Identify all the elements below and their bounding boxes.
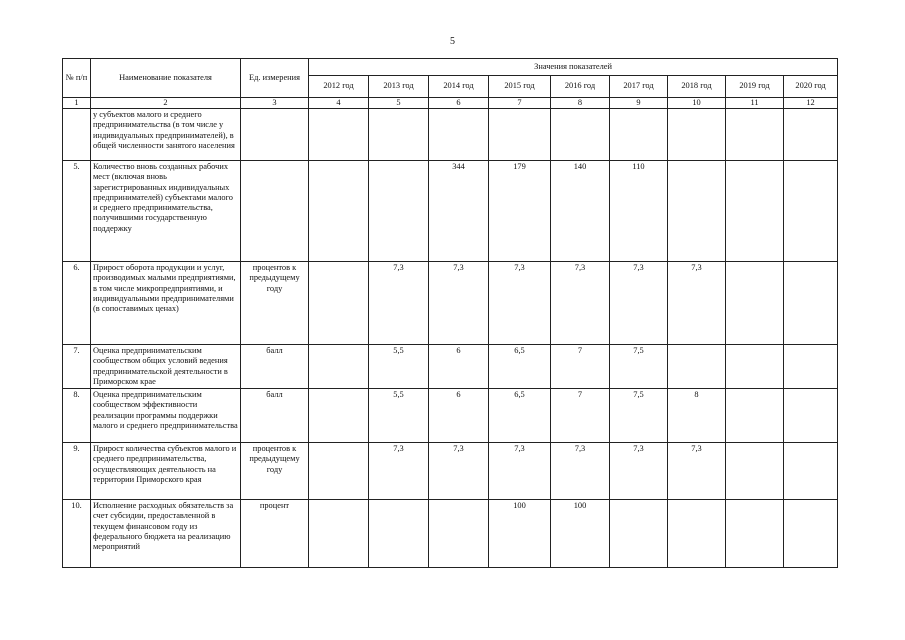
value-cell: 7,3	[551, 262, 610, 345]
value-cell: 7,3	[668, 443, 726, 500]
value-cell: 6	[429, 389, 489, 443]
column-number: 8	[551, 98, 610, 109]
header-year: 2013 год	[369, 76, 429, 98]
value-cell: 7,5	[610, 389, 668, 443]
indicator-name-cell: у субъектов малого и среднего предпринимательства (в том числе у индивидуальных предпринимателей), в общей численности занятого населения	[91, 109, 241, 161]
row-number-cell: 8.	[63, 389, 91, 443]
value-cell: 7,3	[369, 262, 429, 345]
column-number: 9	[610, 98, 668, 109]
unit-cell: процентов к предыдущему году	[241, 262, 309, 345]
indicator-name-cell: Оценка предпринимательским сообществом эффективности реализации программы поддержки малого и среднего предпринимательства	[91, 389, 241, 443]
value-cell: 7,3	[668, 262, 726, 345]
column-number: 12	[784, 98, 838, 109]
indicators-table	[62, 58, 838, 568]
value-cell	[309, 389, 369, 443]
value-cell	[309, 262, 369, 345]
header-values-group: Значения показателей	[309, 59, 838, 76]
table-row	[63, 109, 838, 161]
value-cell	[784, 345, 838, 389]
table-row	[63, 389, 838, 443]
value-cell: 6	[429, 345, 489, 389]
value-cell: 5,5	[369, 345, 429, 389]
value-cell: 8	[668, 389, 726, 443]
value-cell	[551, 109, 610, 161]
table-row	[63, 500, 838, 568]
column-number: 4	[309, 98, 369, 109]
row-number-cell: 5.	[63, 161, 91, 262]
value-cell	[309, 161, 369, 262]
value-cell	[726, 161, 784, 262]
row-number-cell: 7.	[63, 345, 91, 389]
header-year: 2012 год	[309, 76, 369, 98]
value-cell	[668, 500, 726, 568]
value-cell: 7,3	[610, 443, 668, 500]
indicator-name-cell: Оценка предпринимательским сообществом общих условий ведения предпринимательской деятельности в Приморском крае	[91, 345, 241, 389]
value-cell	[610, 500, 668, 568]
value-cell: 7,3	[429, 262, 489, 345]
header-name: Наименование показателя	[91, 59, 241, 98]
value-cell	[309, 345, 369, 389]
page-number: 5	[450, 36, 455, 47]
unit-cell: процент	[241, 500, 309, 568]
unit-cell: балл	[241, 345, 309, 389]
column-number: 3	[241, 98, 309, 109]
value-cell	[784, 161, 838, 262]
value-cell	[726, 109, 784, 161]
value-cell	[726, 262, 784, 345]
indicator-name-cell: Прирост количества субъектов малого и среднего предпринимательства, осуществляющих деятельность на территории Приморского края	[91, 443, 241, 500]
value-cell	[784, 109, 838, 161]
value-cell	[784, 262, 838, 345]
value-cell	[369, 500, 429, 568]
value-cell	[726, 345, 784, 389]
indicator-name-cell: Исполнение расходных обязательств за счет субсидии, предоставленной в текущем финансовом году из федерального бюджета на реализацию мероприятий	[91, 500, 241, 568]
value-cell	[309, 109, 369, 161]
value-cell: 7	[551, 389, 610, 443]
value-cell: 6,5	[489, 389, 551, 443]
header-year: 2016 год	[551, 76, 610, 98]
value-cell: 100	[551, 500, 610, 568]
unit-cell	[241, 109, 309, 161]
value-cell: 7	[551, 345, 610, 389]
value-cell: 110	[610, 161, 668, 262]
value-cell: 7,5	[610, 345, 668, 389]
header-year: 2018 год	[668, 76, 726, 98]
column-number: 2	[91, 98, 241, 109]
value-cell	[369, 161, 429, 262]
table-row	[63, 262, 838, 345]
column-number: 7	[489, 98, 551, 109]
row-number-cell: 6.	[63, 262, 91, 345]
unit-cell: процентов к предыдущему году	[241, 443, 309, 500]
value-cell	[726, 500, 784, 568]
table-row	[63, 345, 838, 389]
value-cell	[726, 443, 784, 500]
value-cell	[784, 443, 838, 500]
value-cell: 5,5	[369, 389, 429, 443]
row-number-cell: 9.	[63, 443, 91, 500]
unit-cell	[241, 161, 309, 262]
value-cell	[668, 345, 726, 389]
value-cell: 100	[489, 500, 551, 568]
column-number: 11	[726, 98, 784, 109]
value-cell: 6,5	[489, 345, 551, 389]
value-cell	[429, 109, 489, 161]
column-number: 1	[63, 98, 91, 109]
value-cell	[489, 109, 551, 161]
header-year: 2020 год	[784, 76, 838, 98]
header-num: № п/п	[63, 59, 91, 98]
table-body	[63, 109, 838, 568]
table-row	[63, 161, 838, 262]
value-cell	[309, 500, 369, 568]
value-cell: 179	[489, 161, 551, 262]
value-cell: 7,3	[551, 443, 610, 500]
indicator-name-cell: Прирост оборота продукции и услуг, производимых малыми предприятиями, в том числе микропредприятиями, и индивидуальными предпринимателями (в сопоставимых ценах)	[91, 262, 241, 345]
value-cell: 7,3	[489, 443, 551, 500]
header-year: 2014 год	[429, 76, 489, 98]
value-cell	[784, 389, 838, 443]
value-cell	[668, 109, 726, 161]
indicator-name-cell: Количество вновь созданных рабочих мест (включая вновь зарегистрированных индивидуальных предпринимателей) субъектами малого и среднего предпринимательства, получившими государственную поддержку	[91, 161, 241, 262]
value-cell	[309, 443, 369, 500]
value-cell: 7,3	[369, 443, 429, 500]
value-cell: 7,3	[489, 262, 551, 345]
value-cell	[610, 109, 668, 161]
value-cell	[668, 161, 726, 262]
value-cell	[369, 109, 429, 161]
unit-cell: балл	[241, 389, 309, 443]
header-year: 2015 год	[489, 76, 551, 98]
header-unit: Ед. измерения	[241, 59, 309, 98]
value-cell: 7,3	[610, 262, 668, 345]
header-year: 2017 год	[610, 76, 668, 98]
value-cell: 140	[551, 161, 610, 262]
table-row	[63, 443, 838, 500]
column-number: 10	[668, 98, 726, 109]
header-year: 2019 год	[726, 76, 784, 98]
value-cell	[429, 500, 489, 568]
value-cell	[726, 389, 784, 443]
column-number: 6	[429, 98, 489, 109]
value-cell	[784, 500, 838, 568]
column-number: 5	[369, 98, 429, 109]
value-cell: 7,3	[429, 443, 489, 500]
row-number-cell: 10.	[63, 500, 91, 568]
value-cell: 344	[429, 161, 489, 262]
row-number-cell	[63, 109, 91, 161]
